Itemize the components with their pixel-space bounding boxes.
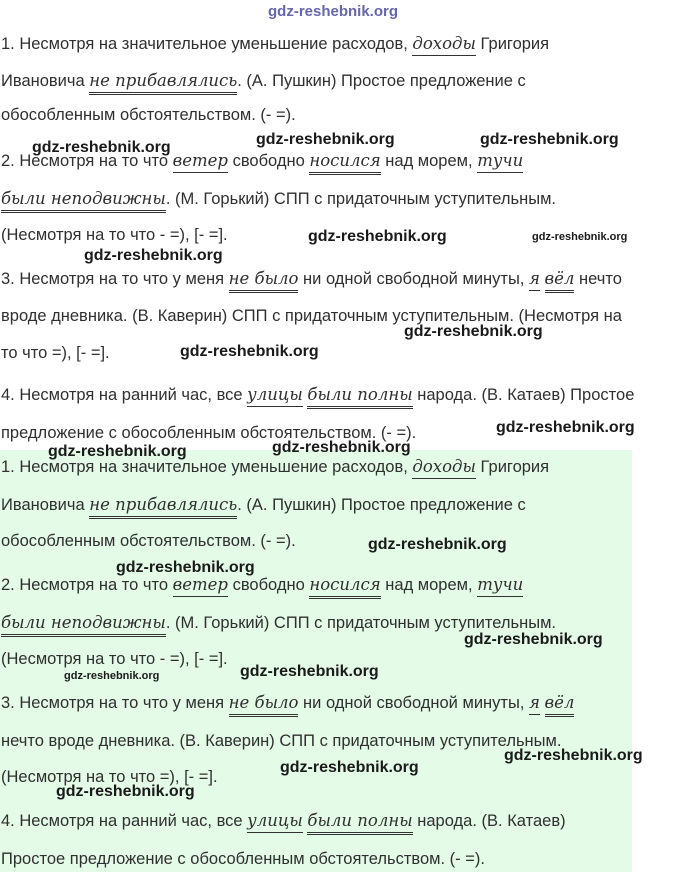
text-segment: . (М. Горький) СПП с придаточным уступительным. — [165, 190, 557, 208]
watermark-text: gdz-reshebnik.org — [180, 343, 319, 360]
text-segment: свободно — [228, 152, 310, 170]
text-line — [1, 848, 485, 870]
text-line — [1, 188, 556, 213]
subject-word: тучи — [477, 575, 523, 597]
predicate-word: не прибавлялись — [89, 495, 237, 519]
subject-word: я — [529, 693, 540, 715]
watermark-text: gdz-reshebnik.org — [56, 783, 195, 800]
text-segment: Ивановича — [1, 72, 90, 90]
text-segment: ни одной свободной минуты, — [298, 270, 529, 288]
text-segment: Григория — [475, 458, 550, 476]
watermark-text: gdz-reshebnik.org — [404, 323, 543, 340]
text-segment: . (М. Горький) СПП с придаточным уступительным. — [165, 614, 557, 632]
text-segment: вроде дневника. (В. Каверин) СПП с придаточным уступительным. (Несмотря на — [1, 307, 622, 325]
predicate-word: не прибавлялись — [89, 71, 237, 95]
text-line — [1, 730, 561, 752]
watermark-text: gdz-reshebnik.org — [64, 670, 160, 682]
text-segment: нечто — [574, 270, 622, 288]
text-segment: над морем, — [380, 152, 478, 170]
subject-word: улицы — [247, 811, 303, 833]
predicate-word: носился — [309, 575, 380, 599]
text-segment: . (А. Пушкин) Простое предложение с — [237, 72, 526, 90]
text-segment: (Несмотря на то что - =), [- =]. — [1, 226, 228, 244]
subject-word: ветер — [173, 575, 228, 597]
text-segment: (Несмотря на то что =), [- =]. — [1, 768, 218, 786]
text-segment: . (А. Пушкин) Простое предложение с — [237, 496, 526, 514]
text-line — [1, 224, 228, 246]
watermark-text: gdz-reshebnik.org — [268, 3, 399, 20]
watermark-text: gdz-reshebnik.org — [32, 139, 171, 156]
text-segment: обособленным обстоятельством. (- =). — [1, 532, 296, 550]
watermark-text: gdz-reshebnik.org — [84, 247, 223, 264]
text-segment: народа. (В. Катаев) Простое — [412, 386, 635, 404]
watermark-text: gdz-reshebnik.org — [240, 663, 379, 680]
text-segment: 4. Несмотря на ранний час, все — [1, 812, 248, 830]
text-line — [1, 530, 296, 552]
text-line — [1, 33, 549, 56]
watermark-text: gdz-reshebnik.org — [504, 747, 643, 764]
predicate-word: не было — [229, 693, 299, 717]
text-segment: над морем, — [380, 576, 478, 594]
text-segment: 1. Несмотря на значительное уменьшение расходов, — [1, 458, 413, 476]
predicate-word: не было — [229, 269, 299, 293]
watermark-text: gdz-reshebnik.org — [368, 536, 507, 553]
subject-word: улицы — [247, 385, 303, 407]
subject-word: ветер — [173, 151, 228, 173]
watermark-text: gdz-reshebnik.org — [480, 131, 619, 148]
subject-word: тучи — [477, 151, 523, 173]
predicate-word: вёл — [545, 269, 575, 293]
watermark-text: gdz-reshebnik.org — [116, 559, 255, 576]
subject-word: доходы — [412, 34, 476, 56]
text-segment: 3. Несмотря на то что у меня — [1, 694, 229, 712]
predicate-word: были неподвижны — [1, 189, 166, 213]
watermark-text: gdz-reshebnik.org — [496, 419, 635, 436]
text-segment: Григория — [475, 35, 550, 53]
text-segment: ни одной свободной минуты, — [298, 694, 529, 712]
text-line — [1, 342, 110, 364]
text-segment: нечто вроде дневника. (В. Каверин) СПП с придаточным уступительным. — [1, 732, 562, 750]
text-segment: обособленным обстоятельством. (- =). — [1, 106, 296, 124]
text-segment: 3. Несмотря на то что у меня — [1, 270, 229, 288]
text-segment: Простое предложение с обособленным обстоятельством. (- =). — [1, 850, 485, 868]
text-line — [1, 268, 622, 293]
watermark-text: gdz-reshebnik.org — [256, 131, 395, 148]
text-segment: народа. (В. Катаев) — [412, 812, 566, 830]
watermark-text: gdz-reshebnik.org — [532, 231, 628, 243]
text-segment: предложение с обособленным обстоятельством. (- =). — [1, 424, 417, 442]
text-segment: 1. Несмотря на значительное уменьшение расходов, — [1, 35, 413, 53]
predicate-word: вёл — [545, 693, 575, 717]
text-segment: 2. Несмотря на то что — [1, 152, 173, 170]
text-segment: (Несмотря на то что - =), [- =]. — [1, 650, 228, 668]
subject-word: я — [529, 269, 540, 291]
text-segment: свободно — [228, 576, 310, 594]
predicate-word: были полны — [307, 811, 412, 835]
predicate-word: были неподвижны — [1, 613, 166, 637]
text-segment: Ивановича — [1, 496, 90, 514]
text-line — [1, 810, 566, 835]
watermark-text: gdz-reshebnik.org — [280, 759, 419, 776]
text-line — [1, 384, 634, 409]
text-line — [1, 692, 574, 717]
watermark-text: gdz-reshebnik.org — [272, 439, 411, 456]
subject-word: доходы — [412, 457, 476, 479]
watermark-text: gdz-reshebnik.org — [464, 631, 603, 648]
watermark-text: gdz-reshebnik.org — [308, 228, 447, 245]
watermark-text: gdz-reshebnik.org — [48, 443, 187, 460]
predicate-word: были полны — [307, 385, 412, 409]
text-line — [1, 70, 526, 95]
text-segment: то что =), [- =]. — [1, 344, 110, 362]
text-segment: 4. Несмотря на ранний час, все — [1, 386, 248, 404]
text-line — [1, 574, 523, 599]
text-line — [1, 104, 296, 126]
predicate-word: носился — [309, 151, 380, 175]
text-line — [1, 494, 526, 519]
text-segment: 2. Несмотря на то что — [1, 576, 173, 594]
